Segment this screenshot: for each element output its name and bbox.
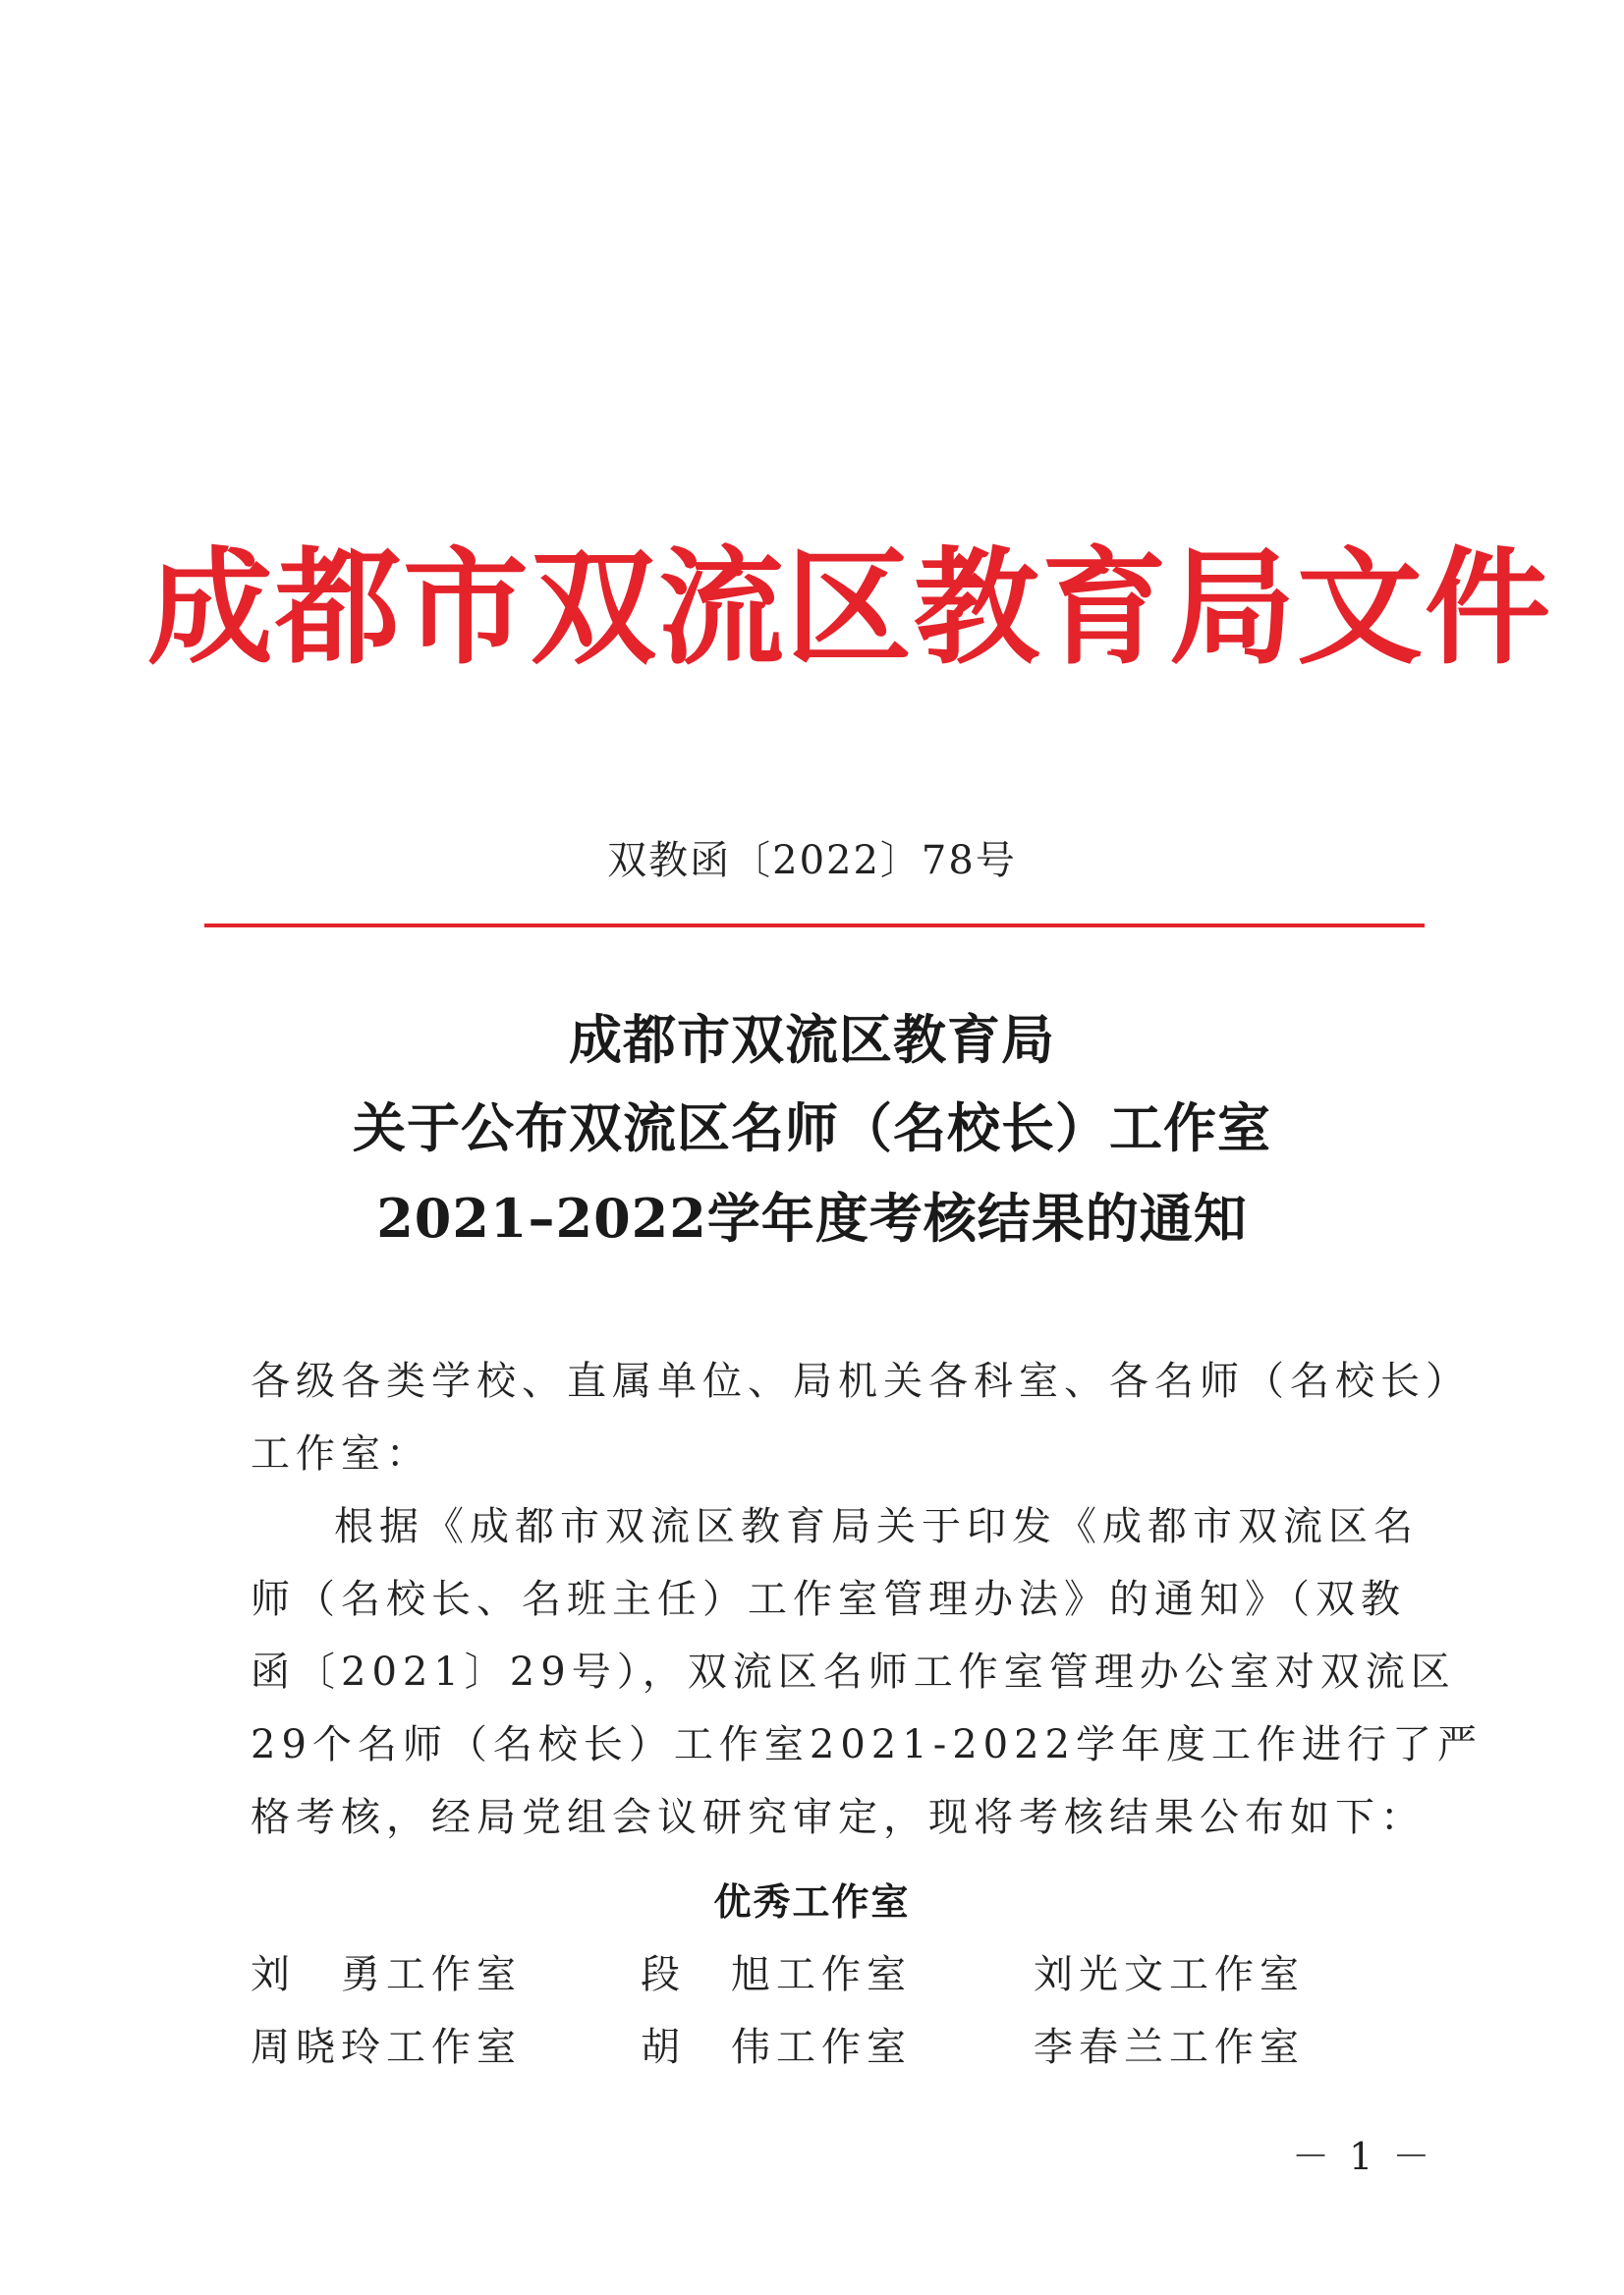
studio-name: 刘 勇工作室	[251, 1952, 522, 1997]
body-paragraph-line-3: 函〔2021〕29号），双流区名师工作室管理办公室对双流区	[251, 1650, 1456, 1695]
salutation-line-1: 各级各类学校、直属单位、局机关各科室、各名师（名校长）	[251, 1359, 1471, 1404]
body-paragraph-line-4: 29个名师（名校长）工作室2021-2022学年度工作进行了严	[251, 1722, 1484, 1767]
issuer-red-header: 成都市双流区教育局文件	[147, 535, 1553, 682]
studio-name: 胡 伟工作室	[641, 2025, 912, 2070]
studio-name: 段 旭工作室	[641, 1952, 912, 1997]
notice-title-line-1: 成都市双流区教育局	[569, 1008, 1055, 1071]
body-paragraph-line-5: 格考核，经局党组会议研究审定，现将考核结果公布如下：	[251, 1795, 1426, 1840]
studio-name: 李春兰工作室	[1034, 2025, 1305, 2070]
studio-row	[251, 1947, 1390, 2002]
excellent-studios-heading: 优秀工作室	[713, 1880, 911, 1924]
page-number: － 1 －	[1292, 2135, 1434, 2178]
salutation-line-2: 工作室：	[251, 1431, 431, 1477]
notice-title-line-2: 关于公布双流区名师（名校长）工作室	[353, 1096, 1271, 1159]
body-paragraph-line-1: 根据《成都市双流区教育局关于印发《成都市双流区名	[334, 1504, 1419, 1549]
studio-row	[251, 2020, 1390, 2075]
notice-title-line-3: 2021–2022学年度考核结果的通知	[376, 1187, 1248, 1250]
body-paragraph-line-2: 师（名校长、名班主任）工作室管理办法》的通知》（双教	[251, 1577, 1406, 1622]
studio-name: 刘光文工作室	[1034, 1952, 1305, 1997]
studio-name: 周晓玲工作室	[251, 2025, 522, 2070]
red-divider-line	[204, 924, 1425, 927]
document-number: 双教函〔2022〕78号	[607, 838, 1017, 883]
